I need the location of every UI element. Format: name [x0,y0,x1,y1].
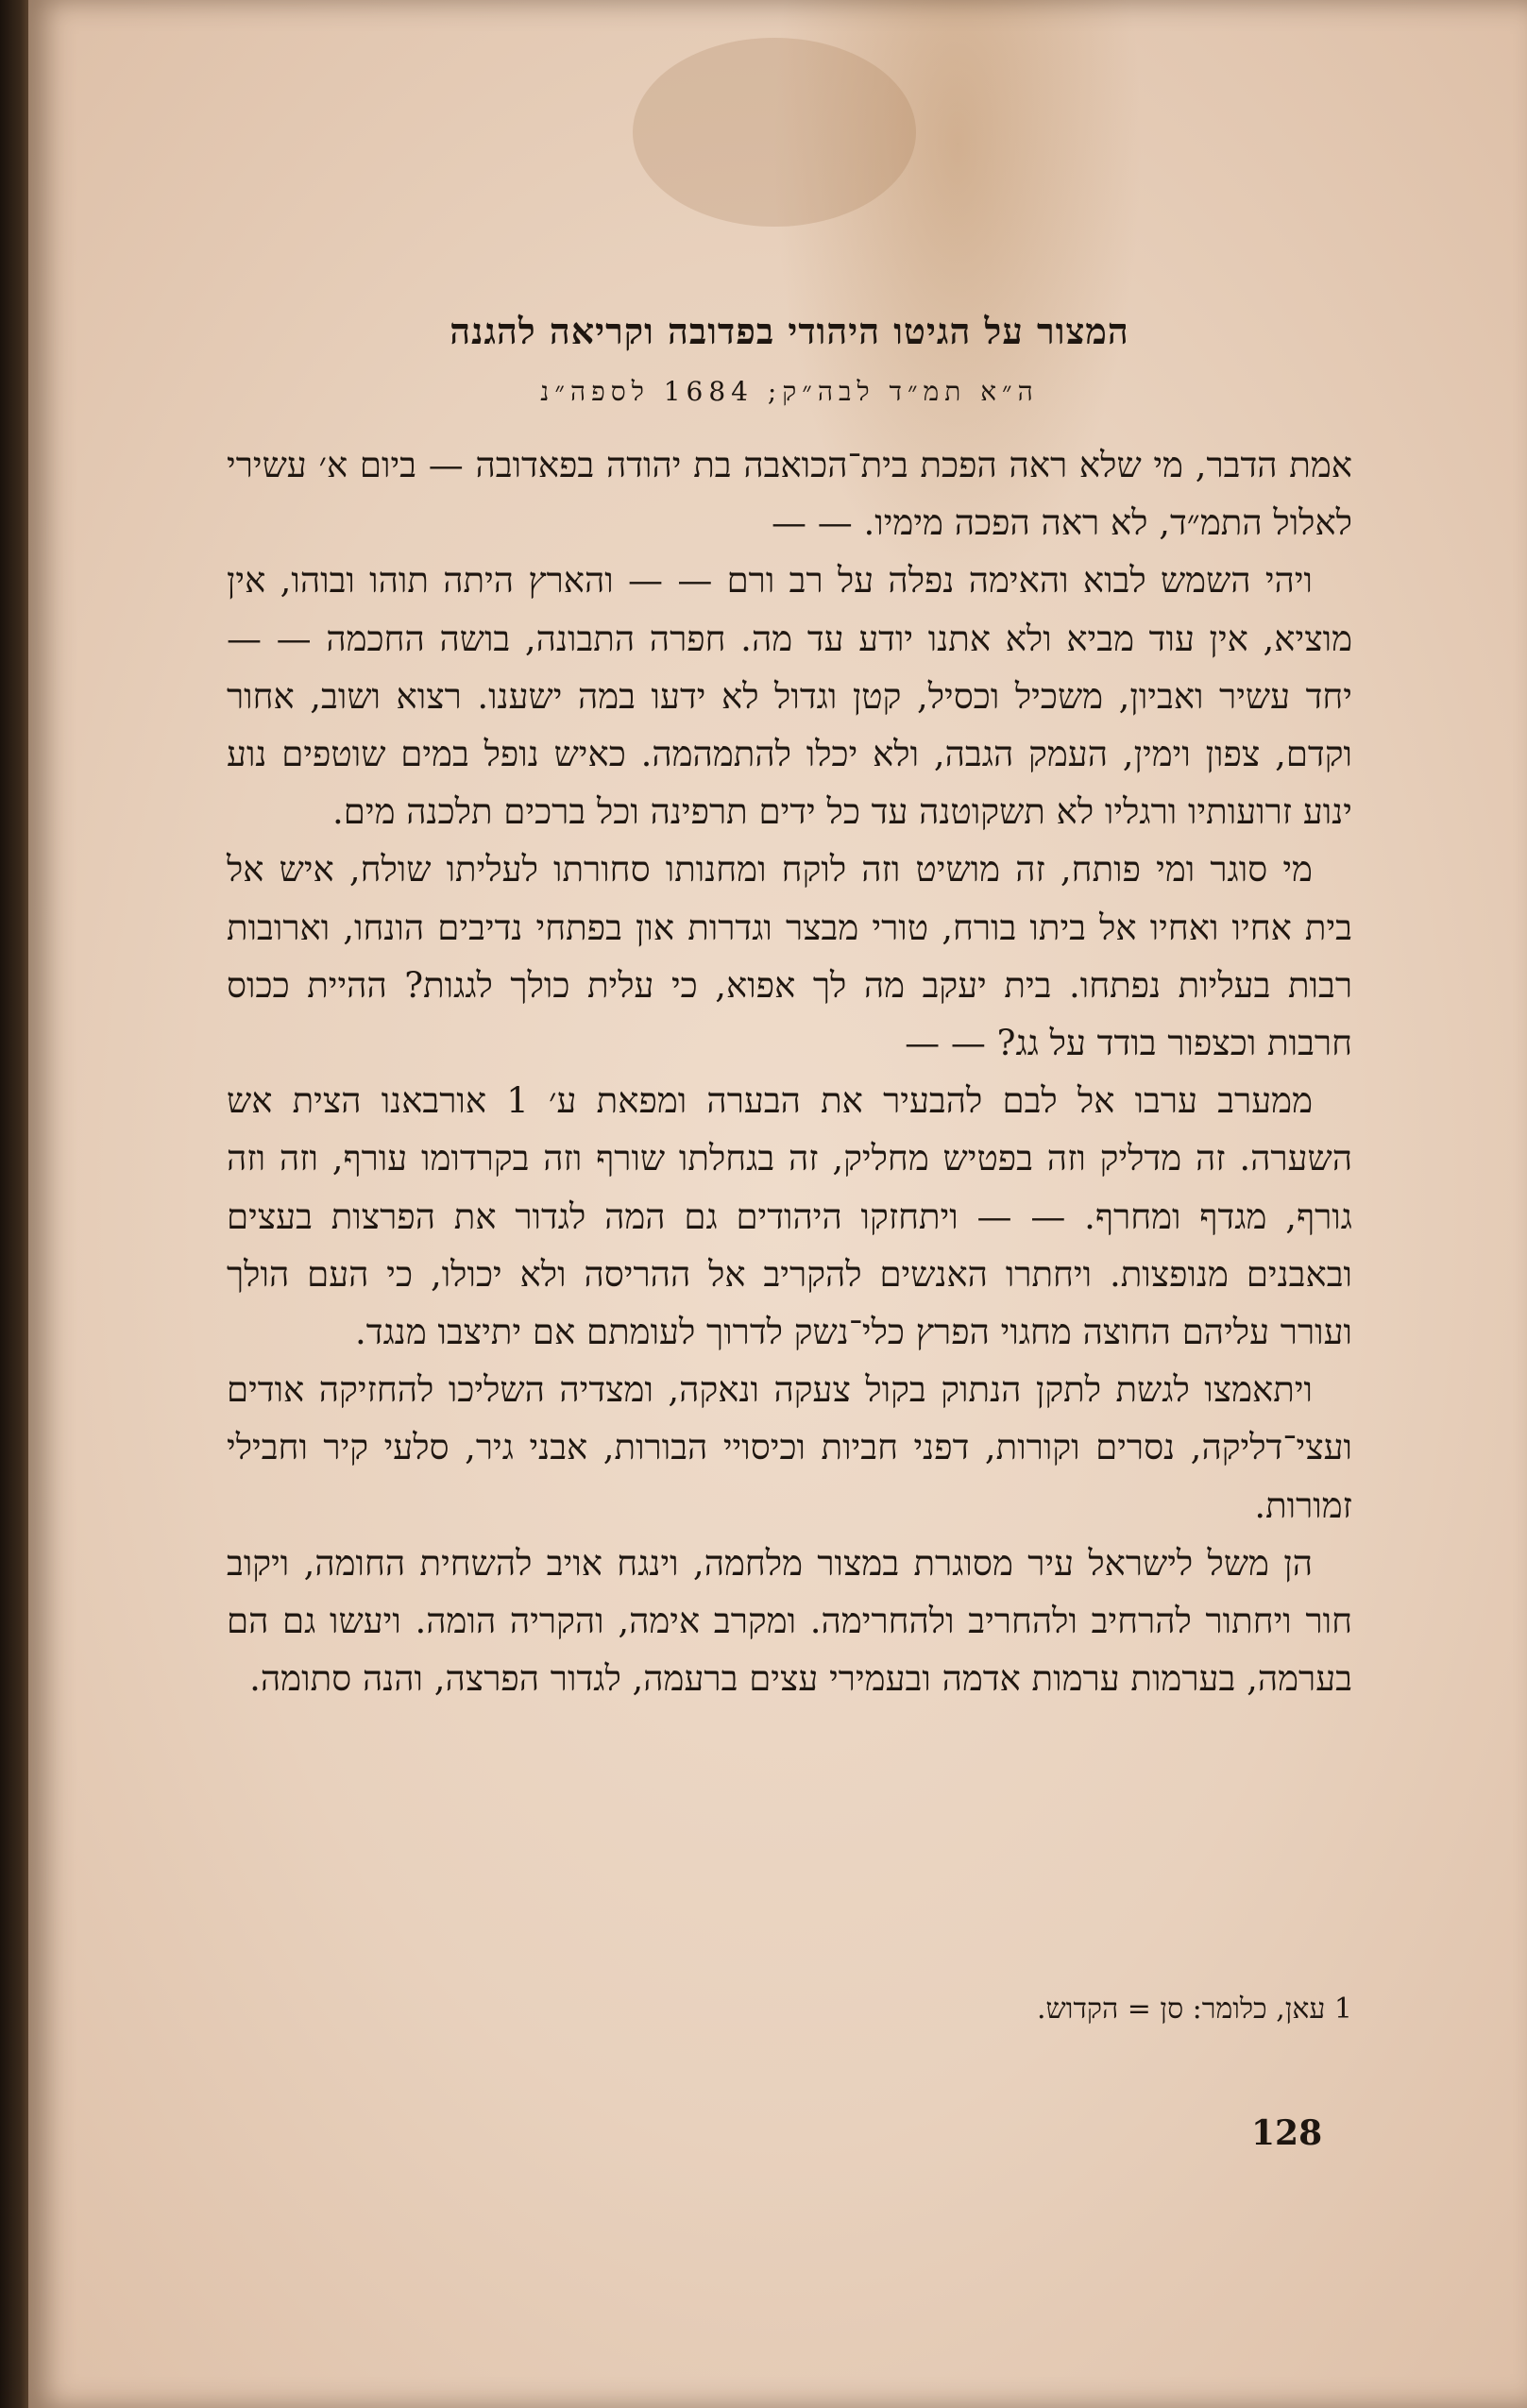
book-page [28,0,1527,2408]
footnote: 1 עאן, כלומר: סן = הקדוש. [1037,1993,1352,2026]
paragraph-3: מי סוגר ומי פותח, זה מושיט וזה לוקח ומחנותו סחורתו לעליתו שולח, איש אל בית אחיו ואחיו אל ביתו בורח, טורי מבצר וגדרות און בפתחי נדיבים הונחו, וארובות רבות בעליות נפתחו. בית יעקב מה לך אפוא, כי עלית כולך לגגות? ההיית ככוס חרבות וכצפור בודד על גג? — — [227,849,1352,1064]
water-stain [633,38,916,227]
paragraph-2: ויהי השמש לבוא והאימה נפלה על רב ורם — — והארץ היתה תוהו ובוהו, אין מוציא, אין עוד מביא ולא אתנו יודע עד מה. חפרה התבונה, בושה החכמה — — יחד עשיר ואביון, משכיל וכסיל, קטן וגדול לא ידעו במה ישענו. רצוא ושוב, אחור וקדם, צפון וימין, העמק הגבה, ולא יכלו להתמהמה. כאיש נופל במים שוטפים נוע ינוע זרועותיו ורגליו לא תשקוטנה עד כל ידים תרפינה וכל ברכים תלכנה מים. [227,560,1352,833]
paragraph-6: הן משל לישראל עיר מסוגרת במצור מלחמה, וינגח אויב להשחית החומה, ויקוב חור ויחתור להרחיב ולהחריב ולהחרימה. ומקרב אימה, והקריה הומה. ויעשו גם הם בערמה, בערמות ערמות אדמה ובעמירי עצים ברעמה, לגדור הפרצה, והנה סתומה. [227,1542,1352,1700]
page-number: 128 [1251,2113,1323,2153]
paragraph-5: ויתאמצו לגשת לתקן הנתוק בקול צעקה ונאקה, ומצדיה השליכו להחזיקה אודים ועצי־דליקה, נסרים וקורות, דפני חביות וכיסויי הבורות, אבני גיר, סלעי קיר וחבילי זמורות. [227,1369,1352,1526]
paragraph-1: אמת הדבר, מי שלא ראה הפכת בית־הכואבה בת יהודה בפאדובה — ביום א׳ עשירי לאלול התמ״ד, לא ראה הפכה מימיו. — — [227,445,1352,544]
page-title: המצור על הגיטו היהודי בפדובה וקריאה להגנה [450,310,1129,352]
paragraph-4: ממערב ערבו אל לבם להבעיר את הבערה ומפאת ע׳ 1 אורבאנו הצית אש השערה. זה מדליק וזה בפטיש מחליק, זה בגחלתו שורף וזה בקרדומו עורף, וזה וזה גורף, מגדף ומחרף. — — ויתחזקו היהודים גם המה לגדור את הפרצות בעצים ובאבנים מנופצות. ויחתרו האנשים להקריב אל ההריסה ולא יכולו, כי העם הולך ועורר עליהם החוצה מחגוי הפרץ כלי־נשק לדרוך לעומתם אם יתיצבו מנגד. [227,1080,1352,1353]
page-subtitle-date: ה״א תמ״ד לבה״ק; 1684 לספה״נ [540,376,1039,407]
body-text [227,436,1352,1707]
